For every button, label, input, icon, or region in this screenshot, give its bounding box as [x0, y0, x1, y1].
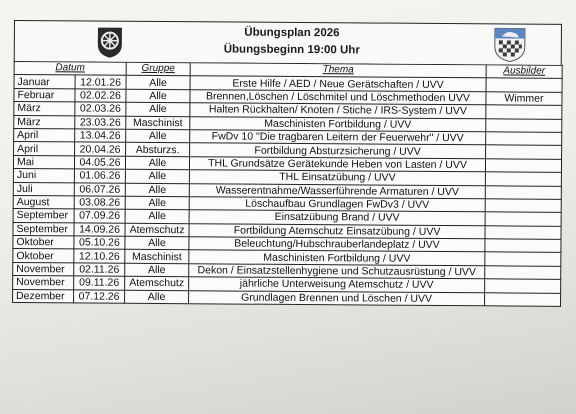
cell-date: 07.09.26: [74, 209, 125, 223]
cell-month: November: [13, 262, 74, 276]
cell-topic: THL Grundsätze Gerätekunde Heben von Lasten / UVV: [189, 156, 485, 171]
title-block: [185, 24, 399, 59]
cell-date: 12.10.26: [74, 249, 125, 263]
cell-group: Alle: [126, 76, 190, 90]
cell-trainer: [485, 172, 561, 186]
cell-date: 02.11.26: [74, 263, 125, 277]
municipal-coat-of-arms-icon: [493, 26, 527, 62]
cell-trainer: [485, 212, 561, 226]
cell-month: April: [14, 128, 75, 142]
cell-topic: THL Einsatzübung / UVV: [189, 170, 485, 185]
cell-date: 05.10.26: [74, 236, 125, 250]
cell-topic: Halten Rückhalten/ Knoten / Stiche / IRS-System / UVV: [190, 103, 486, 118]
cell-trainer: [485, 239, 561, 253]
cell-date: 12.01.26: [75, 75, 126, 89]
cell-group: Alle: [126, 89, 190, 103]
cell-trainer: [485, 225, 561, 239]
column-header-thema: Thema: [190, 63, 486, 78]
cell-group: Atemschutz: [125, 277, 189, 291]
cell-group: Alle: [125, 290, 189, 304]
cell-topic: Wasserentnahme/Wasserführende Armaturen / UVV: [189, 183, 485, 198]
cell-month: Juni: [13, 169, 74, 183]
cell-month: November: [13, 276, 74, 290]
cell-trainer: [485, 252, 561, 266]
cell-group: Alle: [125, 183, 189, 197]
cell-date: 14.09.26: [74, 223, 125, 237]
cell-date: 07.12.26: [74, 290, 125, 304]
cell-date: 06.07.26: [74, 182, 125, 196]
cell-topic: jährliche Unterweisung Atemschutz / UVV: [189, 277, 485, 292]
cell-trainer: [485, 159, 561, 173]
schedule-table: [12, 61, 563, 307]
table-row: [13, 289, 561, 306]
cell-group: Alle: [125, 263, 189, 277]
cell-topic: Einsatzübung Brand / UVV: [189, 210, 485, 225]
document-header: [14, 20, 562, 65]
cell-group: Alle: [125, 196, 189, 210]
cell-month: September: [13, 209, 74, 223]
cell-date: 13.04.26: [75, 129, 126, 143]
cell-topic: Maschinisten Fortbildung / UVV: [189, 250, 485, 265]
cell-topic: Fortbildung Atemschutz Einsatzübung / UVV: [189, 223, 485, 238]
cell-topic: Löschaufbau Grundlagen FwDv3 / UVV: [189, 197, 485, 212]
cell-group: Alle: [125, 210, 189, 224]
cell-topic: Erste Hilfe / AED / Neue Gerätschaften / UVV: [190, 76, 486, 91]
fire-brigade-emblem-icon: [95, 25, 125, 59]
cell-group: Alle: [125, 236, 189, 250]
schedule-document: [12, 20, 562, 307]
cell-trainer: [485, 199, 561, 213]
cell-month: Dezember: [13, 289, 74, 303]
page-title: Übungsplan 2026: [244, 26, 340, 40]
cell-month: April: [14, 142, 75, 156]
cell-topic: Brennen,Löschen / Löschmitel und Löschmethoden UVV: [190, 90, 486, 105]
cell-trainer: [485, 292, 561, 306]
cell-month: Juli: [13, 182, 74, 196]
cell-trainer: [486, 78, 562, 92]
cell-month: März: [14, 102, 75, 116]
cell-group: Alle: [125, 156, 189, 170]
cell-trainer: [486, 132, 562, 146]
cell-trainer: [486, 105, 562, 119]
cell-date: 02.02.26: [75, 89, 126, 103]
cell-month: Oktober: [13, 249, 74, 263]
page-subtitle: Übungsbeginn 19:00 Uhr: [223, 43, 360, 57]
cell-trainer: Wimmer: [486, 92, 562, 106]
cell-trainer: [485, 185, 561, 199]
cell-trainer: [485, 266, 561, 280]
cell-topic: Beleuchtung/Hubschrauberlandeplatz / UVV: [189, 237, 485, 252]
cell-topic: Maschinisten Fortbildung / UVV: [190, 116, 486, 131]
cell-trainer: [486, 118, 562, 132]
cell-date: 23.03.26: [75, 115, 126, 129]
cell-date: 09.11.26: [74, 276, 125, 290]
cell-month: Januar: [14, 75, 75, 89]
column-header-datum: Datum: [14, 62, 126, 76]
cell-group: Alle: [125, 169, 189, 183]
cell-group: Atemschutz: [125, 223, 189, 237]
cell-month: Mai: [13, 155, 74, 169]
cell-group: Absturzs.: [126, 143, 190, 157]
cell-month: August: [13, 195, 74, 209]
cell-group: Alle: [126, 102, 190, 116]
cell-group: Maschinist: [125, 250, 189, 264]
cell-trainer: [486, 145, 562, 159]
cell-topic: FwDv 10 "Die tragbaren Leitern der Feuerwehr" / UVV: [190, 130, 486, 145]
cell-date: 03.08.26: [74, 196, 125, 210]
cell-date: 20.04.26: [75, 142, 126, 156]
cell-topic: Dekon / Einsatzstellenhygiene und Schutzausrüstung / UVV: [189, 264, 485, 279]
cell-topic: Grundlagen Brennen und Löschen / UVV: [189, 290, 485, 305]
cell-topic: Fortbildung Absturzsicherung / UVV: [190, 143, 486, 158]
cell-date: 02.03.26: [75, 102, 126, 116]
column-header-ausbilder: Ausbilder: [486, 65, 562, 79]
cell-month: Februar: [14, 88, 75, 102]
cell-trainer: [485, 279, 561, 293]
cell-group: Alle: [126, 129, 190, 143]
cell-month: März: [14, 115, 75, 129]
column-header-gruppe: Gruppe: [126, 62, 190, 76]
cell-month: Oktober: [13, 236, 74, 250]
cell-date: 01.06.26: [74, 169, 125, 183]
cell-group: Maschinist: [126, 116, 190, 130]
cell-month: September: [13, 222, 74, 236]
cell-date: 04.05.26: [74, 156, 125, 170]
